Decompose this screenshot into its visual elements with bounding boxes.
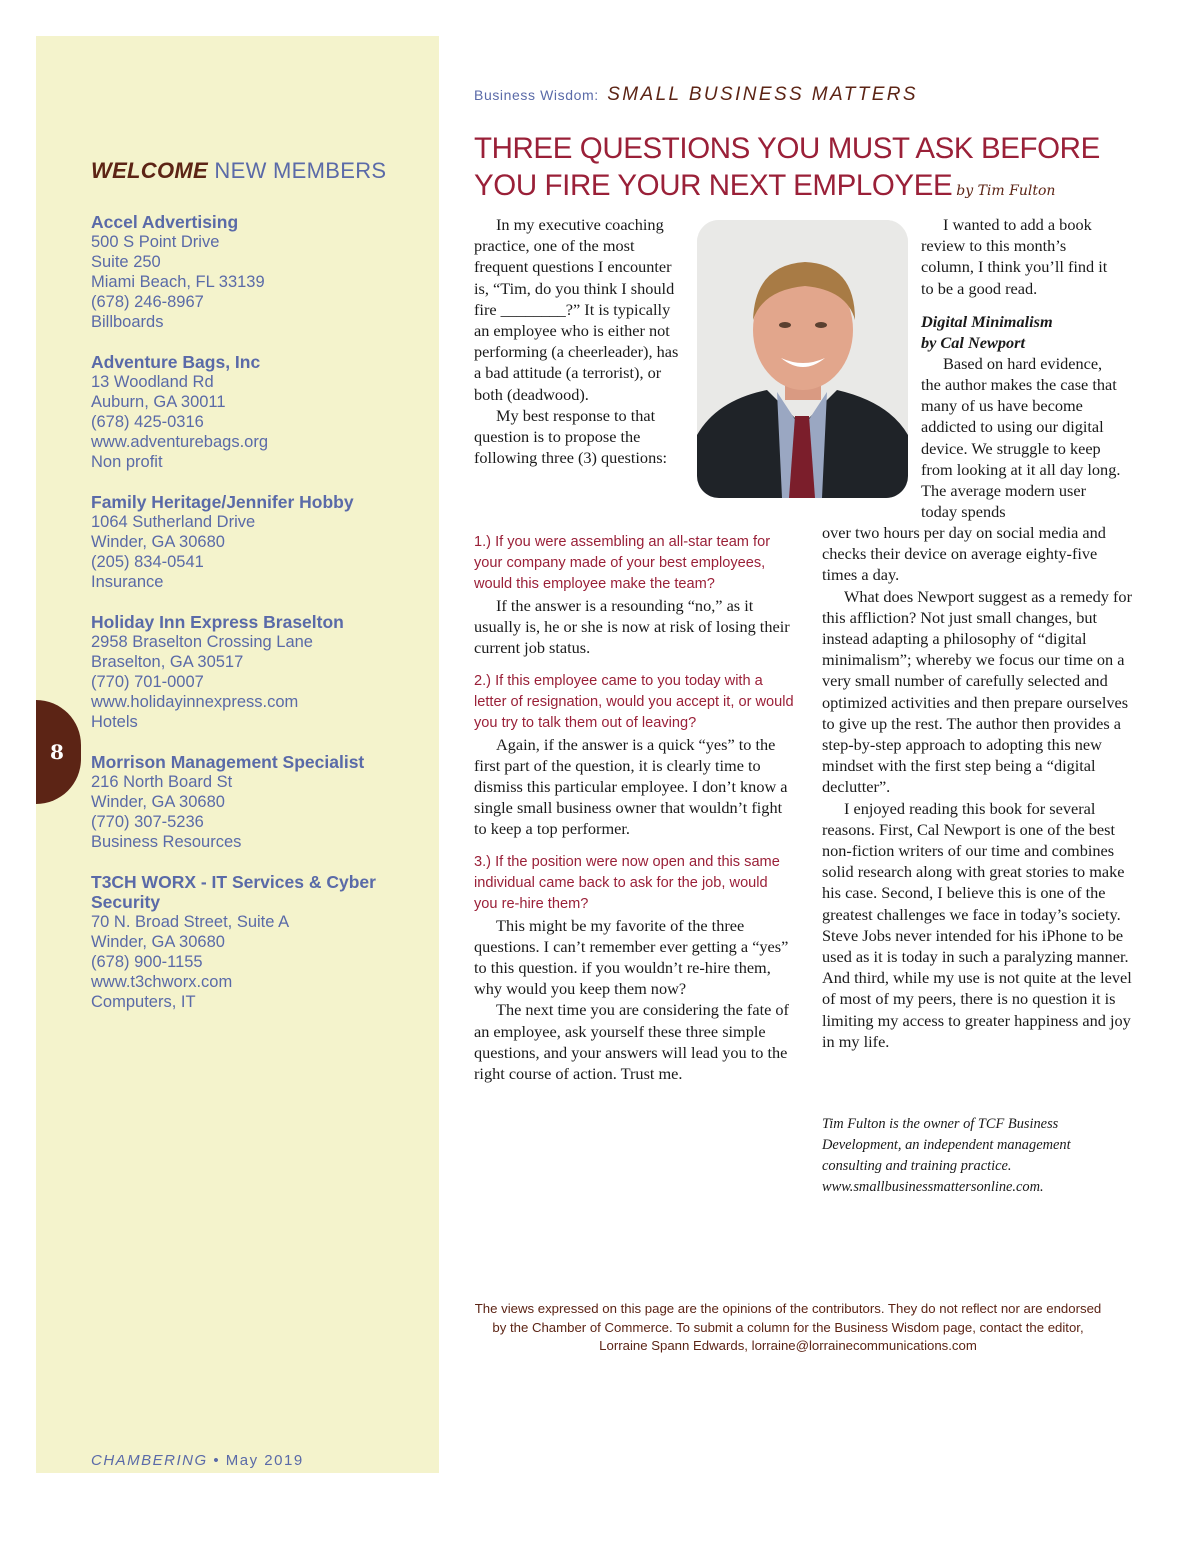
- headline-line-2-text: YOU FIRE YOUR NEXT EMPLOYEE: [474, 169, 953, 202]
- kicker-section: SMALL BUSINESS MATTERS: [607, 84, 918, 105]
- member-detail: Insurance: [91, 573, 164, 591]
- member-detail: 216 North Board St: [91, 773, 233, 791]
- author-bio: Tim Fulton is the owner of TCF Business Development, an independent management consulting and training practice. www.smallbusinessmattersonline.com.: [822, 1116, 1071, 1195]
- kicker-label: Business Wisdom:: [474, 87, 599, 103]
- footer-separator: •: [213, 1452, 221, 1469]
- issue-date: May 2019: [225, 1452, 304, 1469]
- members-list: [91, 212, 421, 1032]
- review-paragraph-3: I enjoyed reading this book for several reasons. First, Cal Newport is one of the best non-fiction writers of our time and combines solid research along with great stories to make his case. Second, I believe this is one of the greatest challenges we face in today’s society. Steve Jobs never intended for his iPhone to be used as it is today in such a paralyzing manner. And third, while my use is not quite at the level of most of my peers, there is no question it is limiting my access to greater happiness and joy in my life.: [822, 798, 1132, 1051]
- member-detail: (678) 900-1155: [91, 953, 203, 971]
- member-detail: (678) 246-8967: [91, 293, 204, 311]
- member-detail: www.holidayinnexpress.com: [91, 693, 299, 711]
- member-detail: (770) 701-0007: [91, 673, 204, 691]
- article-column-2-bottom: [822, 522, 1134, 1052]
- member-detail: Winder, GA 30680: [91, 793, 225, 811]
- question-2: 2.) If this employee came to you today with a letter of resignation, would you accept it, or would you try to talk them out of leaving?: [474, 672, 794, 731]
- member-name: Morrison Management Specialist: [91, 752, 365, 772]
- member-name: Accel Advertising: [91, 212, 239, 232]
- review-intro: I wanted to add a book review to this month’s column, I think you’ll find it to be a good read.: [921, 215, 1108, 298]
- section-kicker: [474, 84, 918, 106]
- member-detail: 500 S Point Drive: [91, 233, 220, 251]
- member-detail: Miami Beach, FL 33139: [91, 273, 265, 291]
- member-entry: [91, 492, 421, 592]
- review-paragraph-1b: over two hours per day on social media and checks their device on average eighty-five times a day.: [822, 523, 1106, 585]
- welcome-bold: WELCOME: [91, 158, 208, 183]
- member-detail: www.adventurebags.org: [91, 433, 269, 451]
- member-detail: Hotels: [91, 713, 138, 731]
- member-detail: Computers, IT: [91, 993, 196, 1011]
- welcome-rest: NEW MEMBERS: [214, 158, 387, 183]
- page-number: 8: [50, 740, 64, 764]
- member-detail: Winder, GA 30680: [91, 533, 225, 551]
- article-column-1-bottom: [474, 520, 794, 1084]
- review-paragraph-1a: Based on hard evidence, the author makes the case that many of us have become addicted to using our digital device. We struggle to keep from looking at it all day long. The average modern user today spends: [921, 353, 1121, 522]
- member-detail: (205) 834-0541: [91, 553, 204, 571]
- article-headline: [474, 130, 1114, 210]
- author-photo: [697, 220, 908, 498]
- answer-3: This might be my favorite of the three questions. I can’t remember ever getting a “yes” to this question. if you wouldn’t re-hire them, why would you keep them now?: [474, 915, 789, 999]
- magazine-name: CHAMBERING: [91, 1452, 208, 1469]
- article-column-2-top: [921, 214, 1121, 522]
- headline-line-2: [474, 167, 1114, 210]
- member-detail: Braselton, GA 30517: [91, 653, 244, 671]
- review-paragraph-2: What does Newport suggest as a remedy for this affliction? Not just small changes, but instead adapting a philosophy of “digital minimalism”; whereby we focus our time on a very small number of carefully selected and optimized activities and then prepare ourselves to give up the rest. The author then provides a step-by-step approach to adopting this new mindset with the first step being a “digital declutter”.: [822, 586, 1132, 797]
- book-author: by Cal Newport: [921, 332, 1026, 352]
- author-portrait-image: [697, 220, 908, 498]
- member-name: T3CH WORX - IT Services & Cyber Security: [91, 872, 376, 912]
- member-detail: 2958 Braselton Crossing Lane: [91, 633, 313, 651]
- member-entry: [91, 352, 421, 472]
- member-name: Adventure Bags, Inc: [91, 352, 261, 372]
- book-title: Digital Minimalism: [921, 311, 1053, 331]
- member-detail: 1064 Sutherland Drive: [91, 513, 256, 531]
- member-entry: [91, 212, 421, 332]
- member-detail: 70 N. Broad Street, Suite A: [91, 913, 290, 931]
- answer-1: If the answer is a resounding “no,” as it usually is, he or she is now at risk of losing their current job status.: [474, 596, 790, 658]
- disclaimer: The views expressed on this page are the opinions of the contributors. They do not reflect nor are endorsed by the Chamber of Commerce. To submit a column for the Business Wisdom page, contact the editor, Lorraine Spann Edwards, lorraine@lorrainecommunications.com: [474, 1301, 1102, 1353]
- answer-2: Again, if the answer is a quick “yes” to the first part of the question, it is clearly time to dismiss this particular employee. I don’t know a single small business owner that wouldn’t fight to keep a top performer.: [474, 734, 788, 839]
- member-detail: www.t3chworx.com: [91, 973, 233, 991]
- member-detail: Auburn, GA 30011: [91, 393, 226, 411]
- intro-paragraph-2: My best response to that question is to propose the following three (3) questions:: [474, 405, 668, 468]
- question-1: 1.) If you were assembling an all-star team for your company made of your best employees, would this employee make the team?: [474, 534, 771, 592]
- member-detail: (770) 307-5236: [91, 813, 204, 831]
- member-detail: Winder, GA 30680: [91, 933, 225, 951]
- member-detail: 13 Woodland Rd: [91, 373, 214, 391]
- question-3: 3.) If the position were now open and this same individual came back to ask for the job, would you re-hire them?: [474, 853, 780, 912]
- closing-paragraph: The next time you are considering the fate of an employee, ask yourself these three simple questions, and your answers will lead you to the right course of action. Trust me.: [474, 1000, 789, 1084]
- member-entry: [91, 872, 421, 1012]
- member-name: Family Heritage/Jennifer Hobby: [91, 492, 354, 512]
- member-entry: [91, 612, 421, 732]
- member-detail: (678) 425-0316: [91, 413, 204, 431]
- intro-paragraph-1: In my executive coaching practice, one of the most frequent questions I encounter is, “Tim, do you think I should fire ________?” It is typically an employee who is either not performing (a cheerleader), has a bad attitude (a terrorist), or both (deadwood).: [474, 215, 679, 404]
- byline: by Tim Fulton: [956, 183, 1056, 199]
- member-entry: [91, 752, 421, 852]
- member-detail: Non profit: [91, 453, 163, 471]
- member-detail: Business Resources: [91, 833, 242, 851]
- article-column-1-top: [474, 214, 686, 468]
- member-name: Holiday Inn Express Braselton: [91, 612, 344, 632]
- member-detail: Suite 250: [91, 253, 161, 271]
- member-detail: Billboards: [91, 313, 164, 331]
- headline-line-1: THREE QUESTIONS YOU MUST ASK BEFORE: [474, 132, 1100, 165]
- welcome-heading: [91, 158, 386, 184]
- magazine-footer: [91, 1452, 304, 1469]
